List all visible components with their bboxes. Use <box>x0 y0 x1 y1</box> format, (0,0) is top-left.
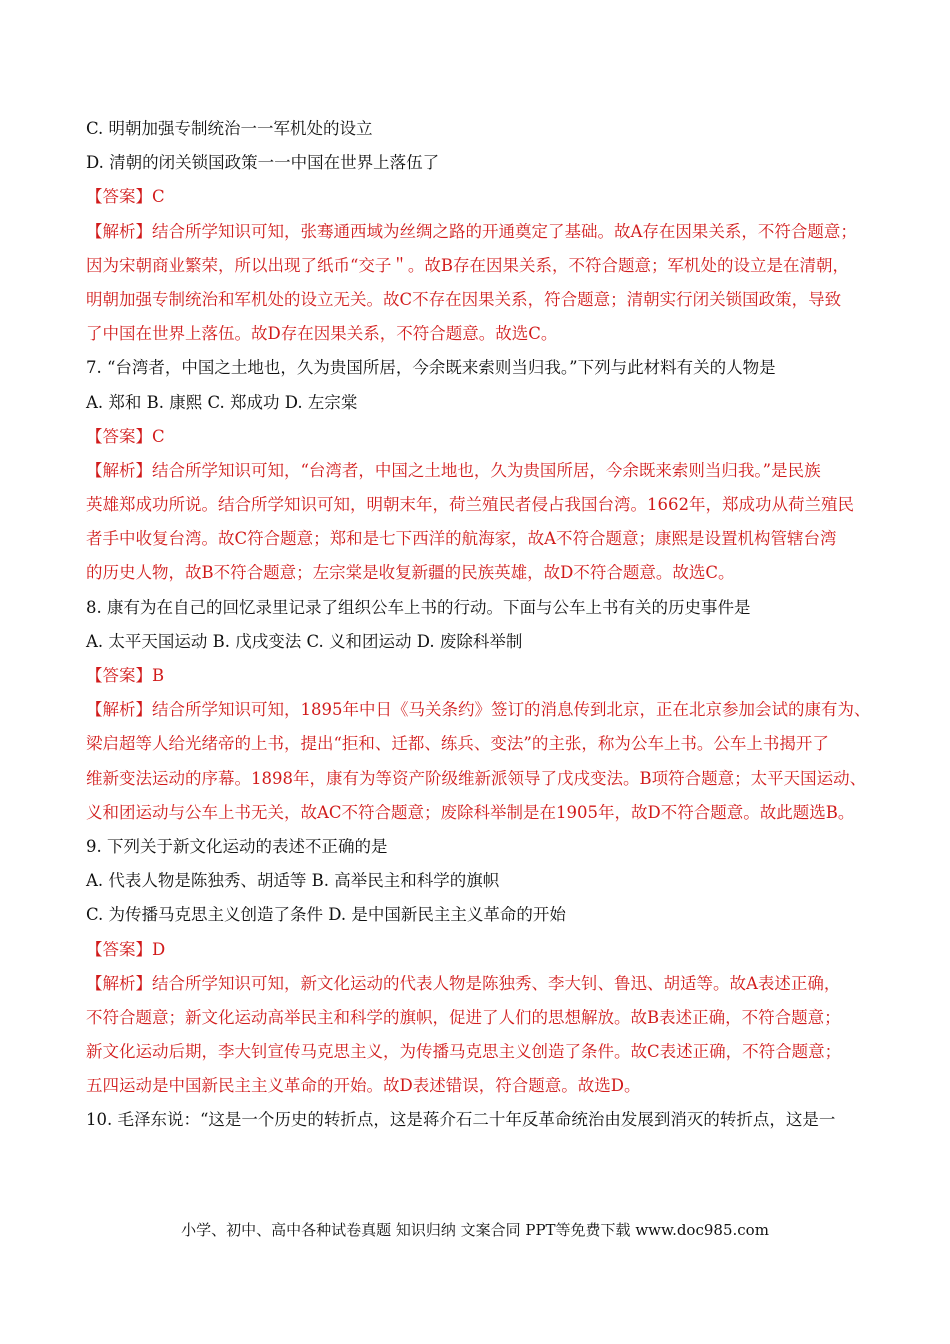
answer-label: 【答案】D <box>86 939 166 959</box>
analysis-line: 的历史人物，故B不符合题意；左宗棠是收复新疆的民族英雄，故D不符合题意。故选C。 <box>86 563 735 583</box>
analysis-line: 明朝加强专制统治和军机处的设立无关。故C不存在因果关系，符合题意；清朝实行闭关锁国政策，导致 <box>86 289 842 309</box>
question-8-options: A. 太平天国运动 B. 戊戌变法 C. 义和团运动 D. 废除科举制 <box>86 631 523 651</box>
analysis-line: 【解析】结合所学知识可知，“台湾者，中国之土地也，久为贵国所居，今余既来索则当归我。”是民族 <box>86 460 821 480</box>
question-7: 7. “台湾者，中国之土地也，久为贵国所居，今余既来索则当归我。”下列与此材料有关的人物是 <box>86 358 776 378</box>
analysis-line: 梁启超等人给光绪帝的上书，提出“拒和、迁都、练兵、变法”的主张，称为公车上书。公车上书揭开了 <box>86 734 829 754</box>
question-9-options-cd: C. 为传播马克思主义创造了条件 D. 是中国新民主主义革命的开始 <box>86 905 566 925</box>
option-c: C. 明朝加强专制统治一一军机处的设立 <box>86 119 373 138</box>
answer-label: 【答案】C <box>86 187 165 207</box>
analysis-line: 者手中收复台湾。故C符合题意；郑和是七下西洋的航海家，故A不符合题意；康熙是设置机构管辖台湾 <box>86 529 837 549</box>
analysis-line: 因为宋朝商业繁荣，所以出现了纸币“交子＂。故B存在因果关系，不符合题意；军机处的设立是在清朝， <box>86 255 850 275</box>
analysis-line: 【解析】结合所学知识可知，张骞通西域为丝绸之路的开通奠定了基础。故A存在因果关系，不符合题意； <box>86 221 857 241</box>
analysis-line: 维新变法运动的序幕。1898年，康有为等资产阶级维新派领导了戊戌变法。B项符合题意；太平天国运动、 <box>86 768 867 788</box>
question-8: 8. 康有为在自己的回忆录里记录了组织公车上书的行动。下面与公车上书有关的历史事件是 <box>86 597 751 617</box>
answer-label: 【答案】B <box>86 666 165 685</box>
analysis-line: 五四运动是中国新民主主义革命的开始。故D表述错误，符合题意。故选D。 <box>86 1076 641 1096</box>
question-9: 9. 下列关于新文化运动的表述不正确的是 <box>86 836 388 856</box>
analysis-line: 【解析】结合所学知识可知，新文化运动的代表人物是陈独秀、李大钊、鲁迅、胡适等。故A表述正确， <box>86 973 841 993</box>
page-footer: 小学、初中、高中各种试卷真题 知识归纳 文案合同 PPT等免费下载 www.doc985.com <box>181 1221 769 1239</box>
document-body <box>86 112 876 1138</box>
question-10: 10. 毛泽东说：“这是一个历史的转折点，这是蒋介石二十年反革命统治由发展到消灭的转折点，这是一 <box>86 1110 836 1130</box>
question-7-options: A. 郑和 B. 康熙 C. 郑成功 D. 左宗棠 <box>86 392 358 412</box>
analysis-line: 不符合题意；新文化运动高举民主和科学的旗帜，促进了人们的思想解放。故B表述正确，不符合题意； <box>86 1007 841 1027</box>
analysis-line: 义和团运动与公车上书无关，故AC不符合题意；废除科举制是在1905年，故D不符合题意。故此题选B。 <box>86 802 855 822</box>
question-9-options-ab: A. 代表人物是陈独秀、胡适等 B. 高举民主和科学的旗帜 <box>86 871 500 891</box>
analysis-line: 英雄郑成功所说。结合所学知识可知，明朝末年，荷兰殖民者侵占我国台湾。1662年，郑成功从荷兰殖民 <box>86 495 854 515</box>
analysis-line: 【解析】结合所学知识可知，1895年中日《马关条约》签订的消息传到北京，正在北京参加会试的康有为、 <box>86 700 871 720</box>
option-d: D. 清朝的闭关锁国政策一一中国在世界上落伍了 <box>86 153 440 173</box>
answer-label: 【答案】C <box>86 426 165 446</box>
analysis-line: 新文化运动后期，李大钊宣传马克思主义，为传播马克思主义创造了条件。故C表述正确，不符合题意； <box>86 1042 842 1062</box>
analysis-line: 了中国在世界上落伍。故D存在因果关系，不符合题意。故选C。 <box>86 324 558 344</box>
